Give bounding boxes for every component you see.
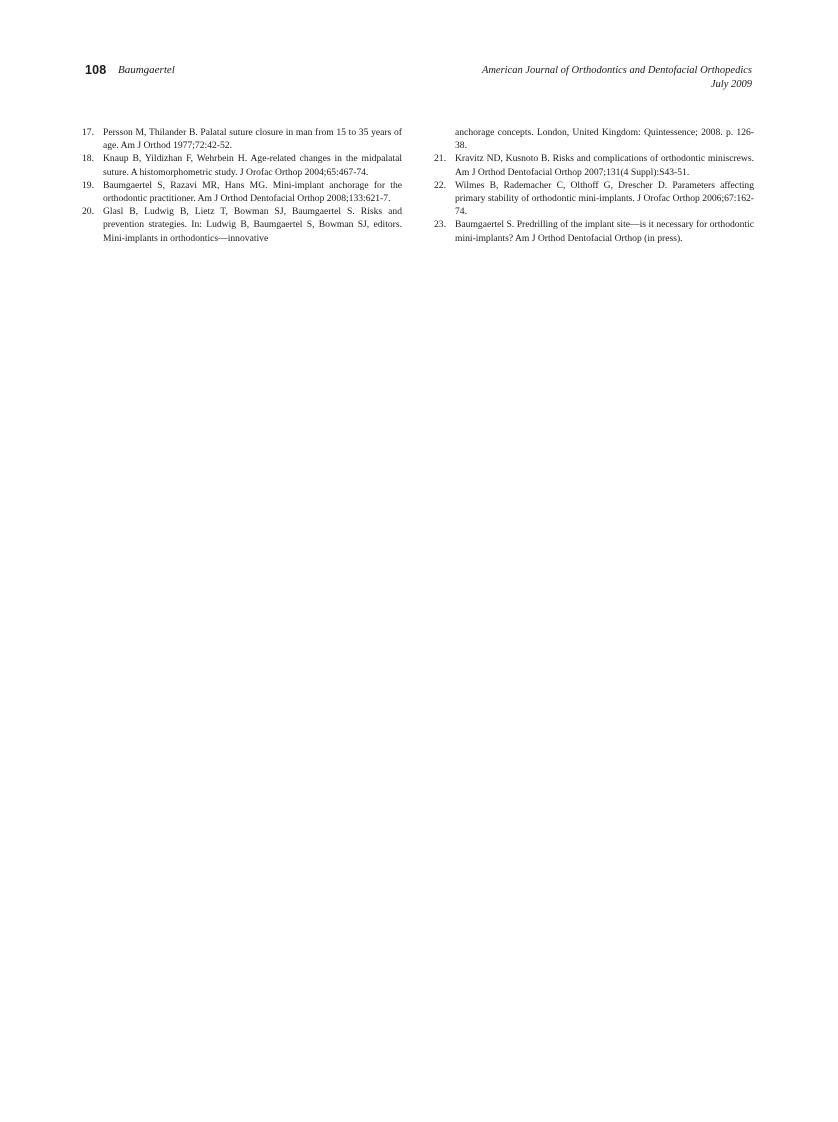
reference-text: Baumgaertel S. Predrilling of the implant site—is it necessary for orthodontic mini-implants? Am J Orthod Dentofacial Orthop (in press). [455,219,754,244]
reference-number: 23. [434,219,446,231]
reference-23 [434,218,754,244]
running-head-author: Baumgaertel [118,64,175,76]
reference-text: Kravitz ND, Kusnoto B. Risks and complications of orthodontic miniscrews. Am J Orthod Dentofacial Orthop 2007;131(4 Suppl):S43-51. [455,153,754,178]
reference-text: Persson M, Thilander B. Palatal suture closure in man from 15 to 35 years of age. Am J Orthod 1977;72:42-52. [103,127,402,152]
reference-text: Knaup B, Yildizhan F, Wehrbein H. Age-related changes in the midpalatal suture. A histomorphometric study. J Orofac Orthop 2004;65:467-74. [103,153,402,178]
reference-22 [434,179,754,219]
reference-number: 21. [434,153,446,165]
reference-text: Glasl B, Ludwig B, Lietz T, Bowman SJ, Baumgaertel S. Risks and prevention strategies. In: Ludwig B, Baumgaertel S, Bowman SJ, editors. Mini-implants in orthodontics—innovative [103,206,402,244]
reference-number: 19. [82,179,94,191]
reference-text: Wilmes B, Rademacher C, Olthoff G, Drescher D. Parameters affecting primary stability of orthodontic mini-implants. J Orofac Orthop 2006;67:162-74. [455,179,754,218]
page-number: 108 [85,63,107,77]
reference-18 [82,152,402,178]
reference-text: Baumgaertel S, Razavi MR, Hans MG. Mini-implant anchorage for the orthodontic practitioner. Am J Orthod Dentofacial Orthop 2008;133:621-7. [103,179,402,205]
reference-number: 17. [82,127,94,138]
reference-number: 22. [434,179,446,191]
journal-issue-date: July 2009 [710,79,752,90]
reference-19 [82,179,402,205]
reference-number: 18. [82,153,94,165]
reference-17 [82,126,402,152]
journal-title: American Journal of Orthodontics and Dentofacial Orthopedics [481,65,752,76]
reference-20-continuation: anchorage concepts. London, United Kingdom: Quintessence; 2008. p. 126-38. [455,127,754,152]
reference-20 [82,205,402,245]
running-head-journal [482,64,752,92]
reference-number: 20. [82,206,94,218]
references-right-column [434,126,754,245]
reference-21 [434,152,754,178]
references-left-column [82,126,402,245]
